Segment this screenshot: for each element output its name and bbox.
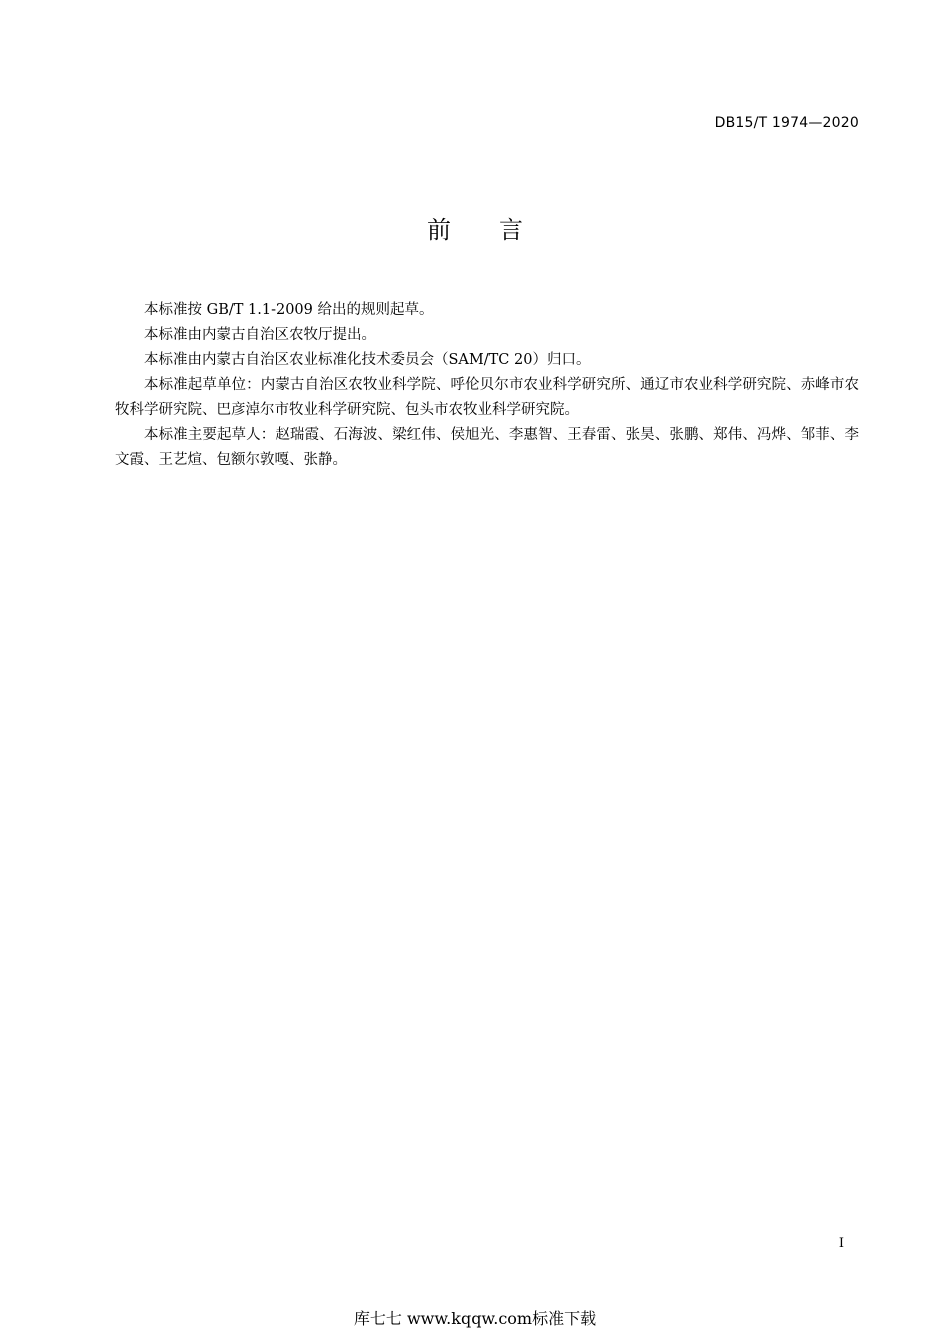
foreword-body bbox=[115, 298, 859, 473]
paragraph-drafters: 本标准主要起草人：赵瑞霞、石海波、梁红伟、侯旭光、李惠智、王春雷、张昊、张鹏、郑伟、冯烨、邹菲、李文霞、王艺煊、包额尔敦嘎、张静。 bbox=[115, 427, 859, 468]
page-number: I bbox=[838, 1236, 844, 1251]
paragraph-drafting-rules: 本标准按 GB/T 1.1-2009 给出的规则起草。 bbox=[144, 302, 434, 318]
document-code: DB15/T 1974—2020 bbox=[714, 115, 859, 131]
paragraph-proposer: 本标准由内蒙古自治区农牧厅提出。 bbox=[144, 327, 376, 343]
page-title: 前言 bbox=[427, 216, 571, 244]
footer-watermark: 库七七 www.kqqw.com标准下载 bbox=[353, 1309, 597, 1328]
paragraph-centralized-unit: 本标准由内蒙古自治区农业标准化技术委员会（SAM/TC 20）归口。 bbox=[144, 352, 591, 368]
paragraph-drafting-units: 本标准起草单位：内蒙古自治区农牧业科学院、呼伦贝尔市农业科学研究所、通辽市农业科学研究院、赤峰市农牧科学研究院、巴彦淖尔市牧业科学研究院、包头市农牧业科学研究院。 bbox=[115, 377, 859, 418]
